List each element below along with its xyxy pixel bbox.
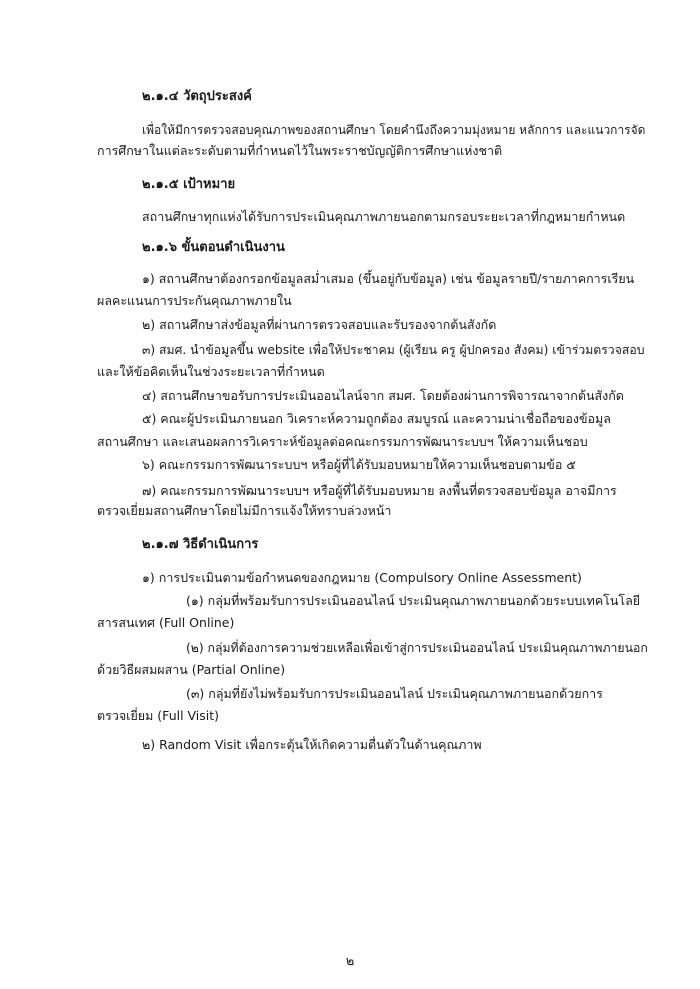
methods-line-5: ด้วยวิธีผสมผสาน (Partial Online) — [97, 662, 286, 677]
objectives-line-2: การศึกษาในแต่ละระดับตามที่กำหนดไว้ในพระราชบัญญัติการศึกษาแห่งชาติ — [97, 143, 503, 158]
procedure-line-6: ๔) สถานศึกษาขอรับการประเมินออนไลน์จาก สมศ. โดยต้องผ่านการพิจารณาจากต้นสังกัด — [142, 388, 624, 403]
procedure-line-8: สถานศึกษา และเสนอผลการวิเคราะห์ข้อมูลต่อคณะกรรมการพัฒนาระบบฯ ให้ความเห็นชอบ — [97, 434, 588, 449]
section-heading-targets: ๒.๑.๕ เป้าหมาย — [142, 177, 236, 192]
procedure-line-1: ๑) สถานศึกษาต้องกรอกข้อมูลสม่ำเสมอ (ขึ้นอยู่กับข้อมูล) เช่น ข้อมูลรายปี/รายภาคการเรียน — [142, 271, 635, 286]
section-heading-methods: ๒.๑.๗ วิธีดำเนินการ — [142, 537, 259, 552]
procedure-line-10: ๗) คณะกรรมการพัฒนาระบบฯ หรือผู้ที่ได้รับมอบหมาย ลงพื้นที่ตรวจสอบข้อมูล อาจมีการ — [142, 483, 617, 498]
procedure-line-5: และให้ข้อคิดเห็นในช่วงระยะเวลาที่กำหนด — [97, 364, 325, 379]
procedure-line-3: ๒) สถานศึกษาส่งข้อมูลที่ผ่านการตรวจสอบและรับรองจากต้นสังกัด — [142, 317, 497, 332]
section-heading-objectives: ๒.๑.๔ วัตถุประสงค์ — [142, 89, 252, 104]
methods-line-2: (๑) กลุ่มที่พร้อมรับการประเมินออนไลน์ ประเมินคุณภาพภายนอกด้วยระบบเทคโนโลยี — [186, 593, 641, 608]
methods-line-8: ๒) Random Visit เพื่อกระตุ้นให้เกิดความตื่นตัวในด้านคุณภาพ — [142, 737, 482, 752]
section-heading-procedure: ๒.๑.๖ ขั้นตอนดำเนินงาน — [142, 240, 285, 255]
methods-line-3: สารสนเทศ (Full Online) — [97, 615, 235, 630]
objectives-line-1: เพื่อให้มีการตรวจสอบคุณภาพของสถานศึกษา โดยคำนึงถึงความมุ่งหมาย หลักการ และแนวการจัด — [142, 123, 646, 137]
page-number: ๒ — [345, 954, 355, 969]
procedure-line-9: ๖) คณะกรรมการพัฒนาระบบฯ หรือผู้ที่ได้รับมอบหมายให้ความเห็นชอบตามข้อ ๕ — [142, 457, 576, 472]
methods-line-6: (๓) กลุ่มที่ยังไม่พร้อมรับการประเมินออนไลน์ ประเมินคุณภาพภายนอกด้วยการ — [186, 686, 603, 701]
targets-line-1: สถานศึกษาทุกแห่งได้รับการประเมินคุณภาพภายนอกตามกรอบระยะเวลาที่กฎหมายกำหนด — [142, 209, 626, 224]
procedure-line-4: ๓) สมศ. นำข้อมูลขึ้น website เพื่อให้ประชาคม (ผู้เรียน ครู ผู้ปกครอง สังคม) เข้าร่วมตรวจสอบ — [142, 343, 645, 357]
procedure-line-2: ผลคะแนนการประกันคุณภาพภายใน — [97, 293, 292, 308]
procedure-line-7: ๕) คณะผู้ประเมินภายนอก วิเคราะห์ความถูกต้อง สมบูรณ์ และความน่าเชื่อถือของข้อมูล — [142, 411, 611, 426]
methods-line-1: ๑) การประเมินตามข้อกำหนดของกฎหมาย (Compulsory Online Assessment) — [142, 570, 582, 585]
procedure-line-11: ตรวจเยี่ยมสถานศึกษาโดยไม่มีการแจ้งให้ทราบล่วงหน้า — [97, 503, 392, 518]
methods-line-7: ตรวจเยี่ยม (Full Visit) — [97, 708, 220, 723]
methods-line-4: (๒) กลุ่มที่ต้องการความช่วยเหลือเพื่อเข้าสู่การประเมินออนไลน์ ประเมินคุณภาพภายนอก — [186, 641, 648, 655]
